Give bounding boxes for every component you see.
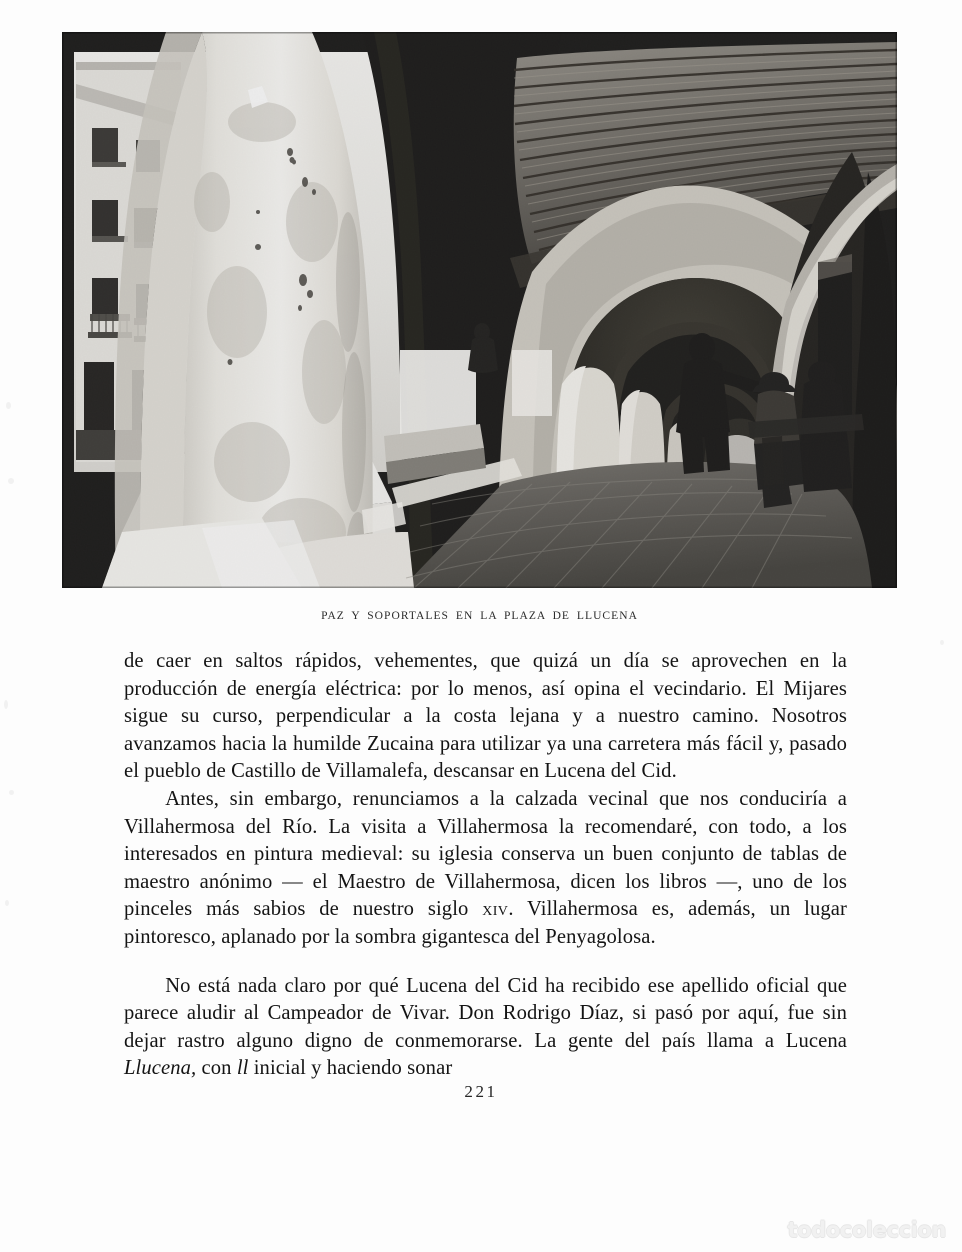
photo-caption: PAZ Y SOPORTALES EN LA PLAZA DE LLUCENA <box>321 610 638 622</box>
scan-speck <box>8 478 14 484</box>
todocoleccion-watermark: todocoleccion <box>787 1218 946 1242</box>
scan-speck <box>5 900 9 906</box>
paragraph-spacer <box>124 952 847 973</box>
paragraph-3: No está nada claro por qué Lucena del Cid ha recibido ese apellido oficial que parece aludir al Campeador de Vivar. Don Rodrigo Díaz, si pasó por aquí, fue sin dejar rastro alguno digno de conmemorarse. La gente del país llama a Lucena Llucena, con ll inicial y haciendo sonar <box>124 974 847 1080</box>
emphasized-text: ll <box>236 1057 249 1080</box>
paragraph-2: Antes, sin embargo, renunciamos a la calzada vecinal que nos conduciría a Villahermosa del Río. La visita a Villahermosa la recomendaré, con todo, a los interesados en pintura medieval: su iglesia conserva un buen conjunto de tablas de maestro anónimo — el Maestro de Villahermosa, dicen los libros —, uno de los pinceles más sabios de nuestro siglo xiv. Villahermosa es, además, un lugar pintoresco, aplanado por la sombra gigantesca del Penyagolosa. <box>124 787 847 948</box>
small-caps-text: xiv <box>482 898 509 921</box>
photograph-frame <box>62 32 897 588</box>
body-text-column <box>124 648 847 1083</box>
scan-speck <box>4 700 8 709</box>
scan-speck <box>9 790 14 795</box>
paragraph-1: de caer en saltos rápidos, vehementes, que quizá un día se aprovechen en la producción de energía eléctrica: por lo menos, así opina el vecindario. El Mijares sigue su curso, perpendicular a la costa lejana y a nuestro camino. Nosotros avanzamos hacia la humilde Zucaina para utilizar ya una carretera más fácil y, pasado el pueblo de Castillo de Villamalefa, descansar en Lucena del Cid. <box>124 650 847 783</box>
scan-speck <box>6 402 11 409</box>
scan-speck <box>940 640 944 645</box>
emphasized-text: Llucena, <box>124 1057 197 1080</box>
arcade-photograph <box>62 32 897 588</box>
page-number: 221 <box>464 1082 498 1101</box>
photograph-figure <box>62 32 897 622</box>
